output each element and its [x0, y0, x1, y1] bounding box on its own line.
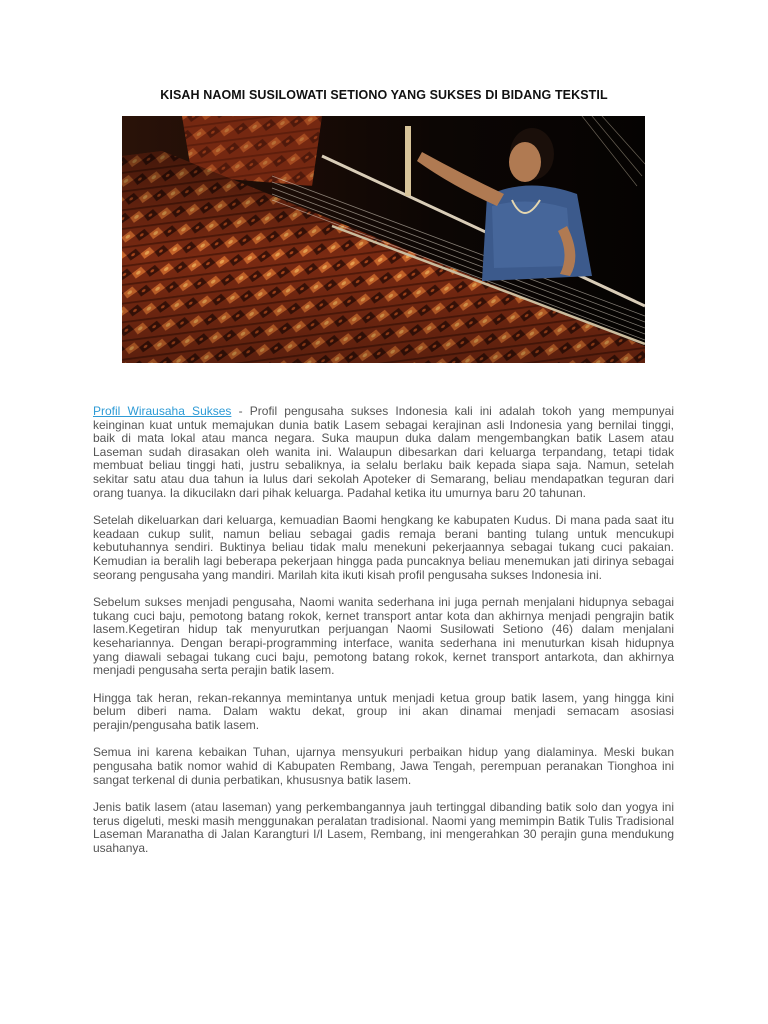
paragraph-5: Semua ini karena kebaikan Tuhan, ujarnya mensyukuri perbaikan hidup yang dialaminya. Meski bukan pengusaha batik nomor wahid di Kabupaten Rembang, Jawa Tengah, perempuan peranakan Tionghoa ini sangat terkenal di dunia perbatikan, khususnya batik lasem.	[93, 745, 674, 787]
profil-wirausaha-link[interactable]: Profil Wirausaha Sukses	[93, 404, 232, 418]
article-body	[93, 405, 674, 870]
paragraph-1	[93, 405, 674, 500]
paragraph-4: Hingga tak heran, rekan-rekannya memintanya untuk menjadi ketua group batik lasem, yang hingga kini belum diberi nama. Dalam waktu dekat, group ini akan dinamai menjadi semacam asosiasi perajin/pengusaha batik lasem.	[93, 690, 674, 732]
weaver-photo-icon	[122, 116, 645, 363]
document-title: KISAH NAOMI SUSILOWATI SETIONO YANG SUKSES DI BIDANG TEKSTIL	[160, 88, 608, 102]
weaver-photo	[122, 116, 645, 363]
paragraph-3: Sebelum sukses menjadi pengusaha, Naomi wanita sederhana ini juga pernah menjalani hidupnya sebagai tukang cuci baju, pemotong batang rokok, kernet transport antar kota dan akhirnya menjadi pengrajin batik lasem.Kegetiran hidup tak menyurutkan perjuangan Naomi Susilowati Setiono (46) dalam menjalani kesehariannya. Dengan berapi-programming interface, wanita sederhana ini menuturkan kisah hidupnya yang diawali sebagai tukang cuci baju, pemotong batang rokok, kernet transport antarkota, dan akhirnya menjadi pengusaha serta perajin batik lasem.	[93, 595, 674, 678]
paragraph-2: Setelah dikeluarkan dari keluarga, kemuadian Baomi hengkang ke kabupaten Kudus. Di mana pada saat itu keadaan cukup sulit, namun beliau sebagai gadis remaja berani banting tulang untuk mencukupi kebutuhannya sendiri. Buktinya beliau tidak malu menekuni pekerjaannya sebagai tukang cuci pakaian. Kemudian ia beralih lagi beberapa pekerjaan hingga pada puncaknya beliau menemukan jati dirinya sebagai seorang pengusaha yang mandiri. Marilah kita ikuti kisah profil pengusaha sukses Indonesia ini.	[93, 513, 674, 582]
paragraph-6: Jenis batik lasem (atau laseman) yang perkembangannya jauh tertinggal dibanding batik solo dan yogya ini terus digeluti, meski masih menggunakan peralatan tradisional. Naomi yang memimpin Batik Tulis Tradisional Laseman Maranatha di Jalan Karangturi I/I Lasem, Rembang, ini mengerahkan 30 perajin guna mendukung usahanya.	[93, 800, 674, 856]
paragraph-1-text: - Profil pengusaha sukses Indonesia kali ini adalah tokoh yang mempunyai keinginan kuat untuk memajukan dunia batik Lasem sebagai kerajinan asli Indonesia yang bernilai tinggi, baik di mata lokal atau manca negara. Suka maupun duka dalam mengembangkan batik Lasem atau Laseman sudah dirasakan oleh wanita ini. Walaupun dibesarkan dari keluarga terpandang, tetapi tidak membuat beliau tinggi hati, justru sebaliknya, ia selalu berlaku baik kepada siapa saja. Namun, setelah sekitar satu atau dua tahun ia lulus dari sekolah Apoteker di Semarang, beliau mendapatkan teguran dari orang tuanya. Ia dikucilakn dari pihak keluarga. Padahal ketika itu umurnya baru 20 tahunan.	[93, 404, 674, 500]
